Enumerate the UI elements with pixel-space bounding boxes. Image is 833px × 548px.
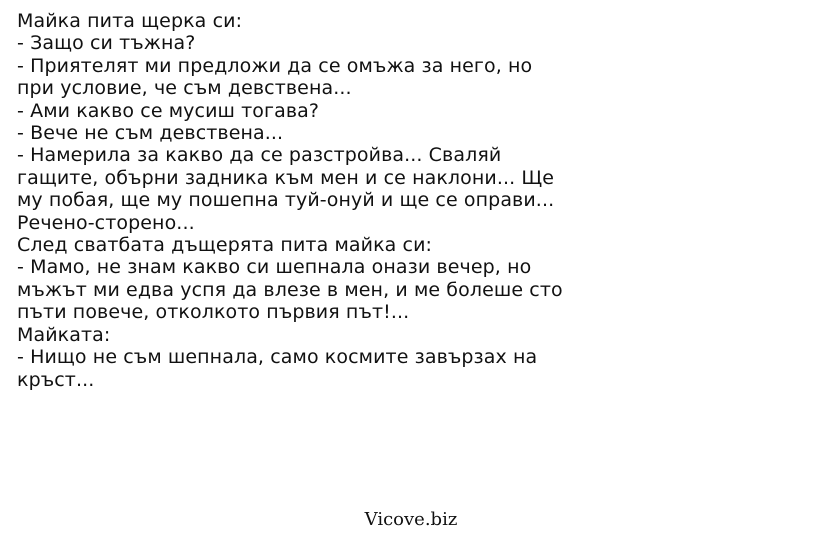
joke-line: - Нищо не съм шепнала, само космите завързах на bbox=[17, 346, 538, 369]
joke-line: - Ами какво се мусиш тогава? bbox=[17, 99, 320, 122]
joke-text bbox=[17, 10, 617, 391]
site-watermark: Vicove.biz bbox=[364, 509, 458, 530]
joke-line: пъти повече, отколкото първия път!... bbox=[17, 301, 410, 324]
joke-line: - Намерила за какво да се разстройва... Сваляй bbox=[17, 144, 502, 167]
joke-line: мъжът ми едва успя да влезе в мен, и ме болеше сто bbox=[17, 278, 563, 301]
joke-line: Речено-сторено... bbox=[17, 211, 195, 234]
joke-line: - Защо си тъжна? bbox=[17, 32, 196, 55]
joke-line: Майка пита щерка си: bbox=[17, 10, 243, 32]
joke-line: кръст... bbox=[17, 368, 95, 391]
joke-line: - Мамо, не знам какво си шепнала онази вечер, но bbox=[17, 256, 532, 279]
joke-line: при условие, че съм девствена... bbox=[17, 77, 352, 100]
joke-line: гащите, обърни задника към мен и се наклони... Ще bbox=[17, 166, 555, 189]
joke-line: След сватбата дъщерята пита майка си: bbox=[17, 234, 433, 257]
joke-line: - Приятелят ми предложи да се омъжа за него, но bbox=[17, 54, 533, 77]
joke-line: - Вече не съм девствена... bbox=[17, 122, 284, 145]
joke-line: Майката: bbox=[17, 323, 111, 346]
joke-line: му побая, ще му пошепна туй-онуй и ще се оправи... bbox=[17, 189, 555, 212]
